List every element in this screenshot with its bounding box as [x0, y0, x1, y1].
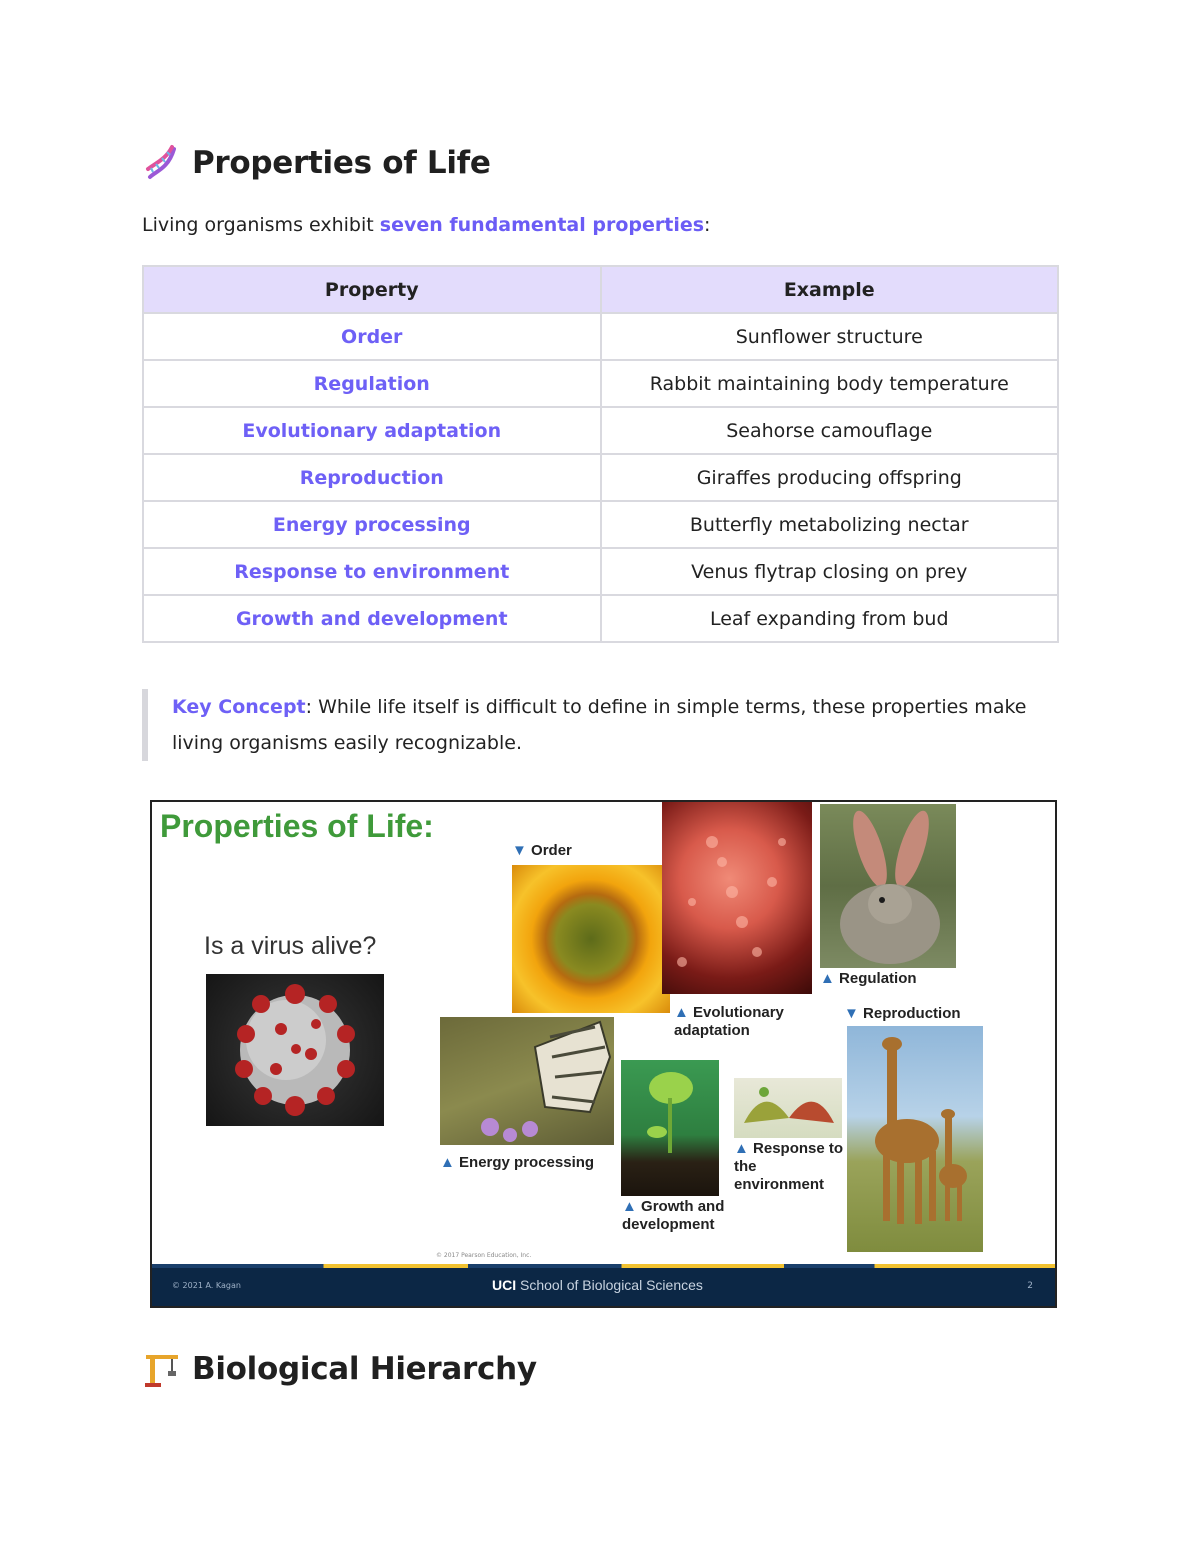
properties-table [142, 265, 1059, 643]
label-growth-development: ▲ Growth and development [622, 1198, 725, 1233]
label-evolutionary-adaptation: ▲ Evolutionary adaptation [674, 1004, 784, 1039]
page-title: Properties of Life [192, 145, 491, 181]
property-cell: Order [143, 313, 601, 360]
flytrap-photo [734, 1078, 842, 1138]
construction-crane-icon [142, 1349, 182, 1389]
table-row [143, 360, 1058, 407]
example-cell: Seahorse camouflage [601, 407, 1059, 454]
key-concept-label: Key Concept [172, 696, 306, 718]
property-cell: Evolutionary adaptation [143, 407, 601, 454]
intro-highlight: seven fundamental properties [379, 214, 705, 236]
property-cell: Growth and development [143, 595, 601, 642]
slide-title: Properties of Life: [160, 808, 434, 844]
intro-paragraph: Living organisms exhibit seven fundamental properties: [142, 214, 711, 236]
footer-left-text: © 2021 A. Kagan [172, 1281, 241, 1290]
column-header-example: Example [601, 266, 1059, 313]
property-cell: Regulation [143, 360, 601, 407]
section-heading-hierarchy [142, 1349, 537, 1389]
label-response-environment: ▲ Response to the environment [734, 1140, 844, 1193]
table-row [143, 501, 1058, 548]
property-cell: Energy processing [143, 501, 601, 548]
section-heading-properties [142, 143, 491, 183]
seedling-photo [621, 1060, 719, 1196]
table-row [143, 548, 1058, 595]
key-concept-text: : While life itself is difficult to define in simple terms, these properties make living organisms easily recognizable. [172, 696, 1027, 754]
table-header-row [143, 266, 1058, 313]
table-row [143, 454, 1058, 501]
virus-question: Is a virus alive? [204, 932, 377, 960]
table-row [143, 313, 1058, 360]
slide-footer [152, 1268, 1055, 1306]
column-header-property: Property [143, 266, 601, 313]
virus-photo [206, 974, 384, 1126]
giraffe-photo [847, 1026, 983, 1252]
rabbit-photo [820, 804, 956, 968]
slide-copyright: © 2017 Pearson Education, Inc. [436, 1252, 532, 1259]
example-cell: Sunflower structure [601, 313, 1059, 360]
seahorse-photo [662, 802, 812, 994]
label-order: ▼ Order [512, 842, 572, 859]
table-row [143, 407, 1058, 454]
table-row [143, 595, 1058, 642]
label-regulation: ▲ Regulation [820, 970, 917, 987]
label-energy-processing: ▲ Energy processing [440, 1154, 595, 1171]
sunflower-photo [512, 865, 670, 1013]
example-cell: Rabbit maintaining body temperature [601, 360, 1059, 407]
key-concept-callout [142, 689, 1072, 761]
dna-icon [142, 143, 182, 183]
example-cell: Giraffes producing offspring [601, 454, 1059, 501]
label-reproduction: ▼ Reproduction [844, 1005, 961, 1022]
butterfly-photo [440, 1017, 614, 1145]
example-cell: Butterfly metabolizing nectar [601, 501, 1059, 548]
lecture-slide-image [150, 800, 1057, 1308]
example-cell: Venus flytrap closing on prey [601, 548, 1059, 595]
property-cell: Response to environment [143, 548, 601, 595]
section-title-hierarchy: Biological Hierarchy [192, 1351, 537, 1387]
footer-brand: UCI School of Biological Sciences [492, 1277, 703, 1293]
example-cell: Leaf expanding from bud [601, 595, 1059, 642]
property-cell: Reproduction [143, 454, 601, 501]
footer-page-number: 2 [1027, 1281, 1033, 1291]
